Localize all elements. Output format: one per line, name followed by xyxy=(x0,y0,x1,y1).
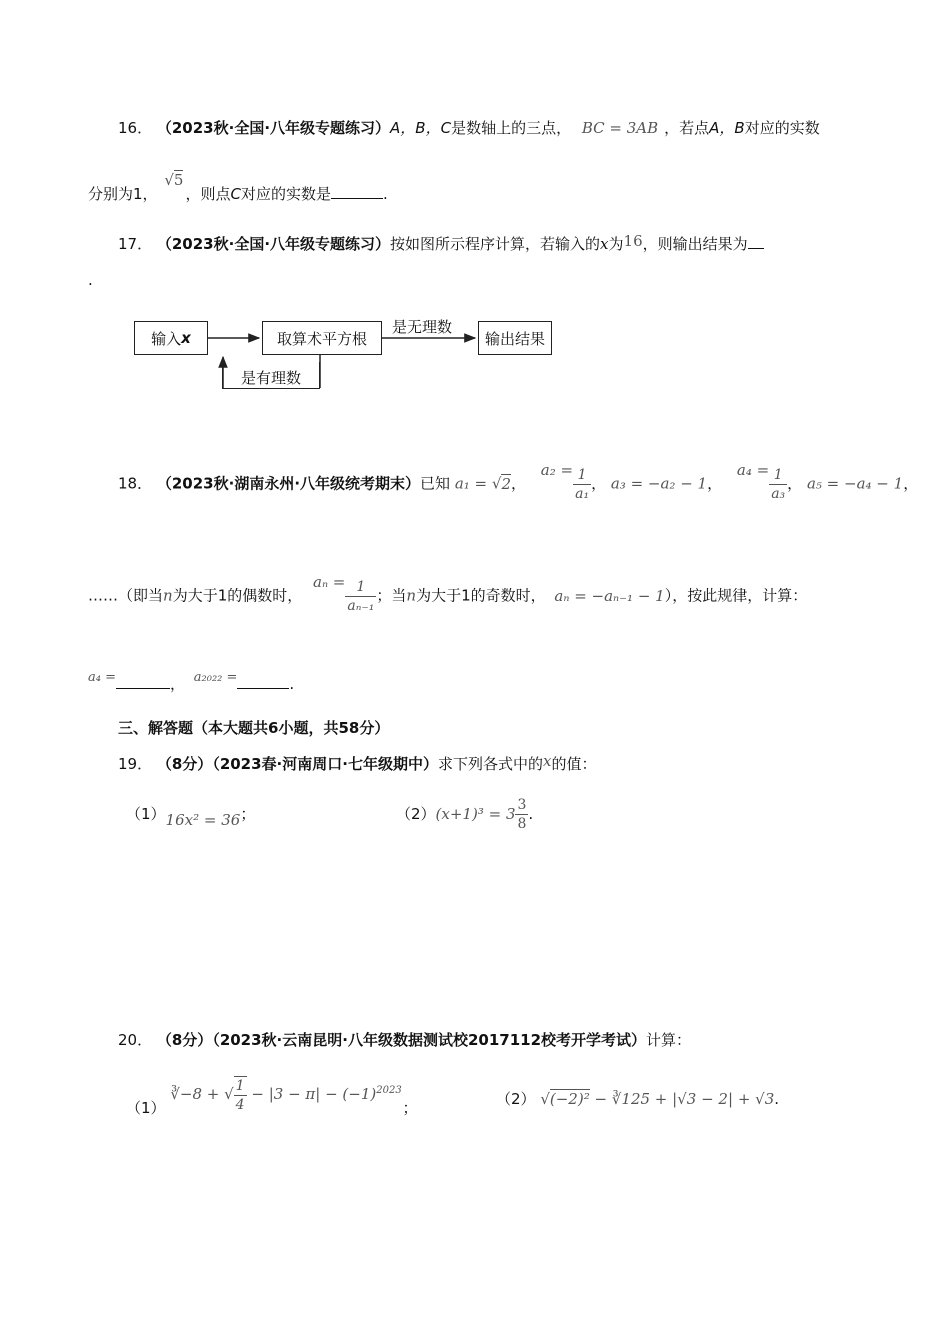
q18-a3: a₃ = −a₂ − 1 xyxy=(610,474,708,493)
q18-a1-rad: 2 xyxy=(501,474,511,493)
q20-part1-label: （1） xyxy=(126,1099,166,1117)
flow-irrational-label: 是无理数 xyxy=(392,318,453,336)
q20-number: 20． xyxy=(118,1031,153,1049)
q19-source: （2023春·河南周口·七年级期中） xyxy=(212,755,438,773)
q19-part2-num: 3 xyxy=(517,797,527,813)
q17-value: 16 xyxy=(623,232,643,250)
q20-part1-frac xyxy=(234,1076,247,1114)
q20-part2-sqrt: (−2)² xyxy=(549,1090,590,1108)
q19-part2-end: . xyxy=(528,805,534,823)
q20-part1-rest: − |3 − π| − (−1) xyxy=(251,1085,377,1103)
q19-text: 求下列各式中的 xyxy=(437,755,543,773)
q16-text: 是数轴上的三点， xyxy=(451,119,572,137)
q18-period: . xyxy=(289,675,295,693)
q20-part1 xyxy=(126,1076,418,1117)
q18-answer-blank-2[interactable] xyxy=(237,672,289,689)
q19-part1 xyxy=(126,804,256,829)
q18-n: n xyxy=(163,586,173,605)
q16-point-c: C xyxy=(230,185,241,203)
q18-a2-num: 1 xyxy=(577,467,587,483)
q17-var: x xyxy=(600,235,609,253)
q20-part2-end: . xyxy=(774,1090,780,1108)
q17-text: 为 xyxy=(608,235,624,253)
q18-an-num: 1 xyxy=(356,579,366,595)
q20-part1-expr: ∛−8 + √ $\frac{1}{4}$ − $|3 - \pi| - (-1)^{2023}$ xyxy=(170,1078,402,1113)
q18-a4 xyxy=(736,460,787,502)
q19-var: x xyxy=(542,752,552,770)
q18-n: n xyxy=(406,586,417,605)
q20-part2-cuberoot: − ∛125 + xyxy=(594,1090,668,1108)
q18-a4-lhs: a₄ = xyxy=(736,460,770,479)
q20-part2-expr: √(−2)² − ∛125 + |√3 − 2| + √3 xyxy=(540,1090,775,1108)
q20-source: （2023秋·云南昆明·八年级数据测试校2017112校考开学考试） xyxy=(212,1031,647,1049)
q18-a2-frac xyxy=(573,466,591,503)
q20-part1-den: 4 xyxy=(235,1097,245,1113)
q17-number: 17． xyxy=(118,235,153,253)
q16-text: 对应的实数 xyxy=(744,119,820,137)
q16-points-ab: A，B xyxy=(709,119,745,137)
q18-ask-a2022: a₂₀₂₂ = xyxy=(193,670,238,685)
q19-part1-expr: 16x² = 36 xyxy=(165,811,241,829)
q19-number: 19． xyxy=(118,755,153,773)
flow-rational-label: 是有理数 xyxy=(240,368,301,387)
q16-number: 16． xyxy=(118,119,153,137)
q18-text: 为大于1的奇数时， xyxy=(416,586,546,605)
q18-a1: a₁ = √2 xyxy=(454,474,511,493)
q18-sep: ， xyxy=(170,675,186,693)
flow-input-label: 输入 xyxy=(151,329,182,348)
q18-line1 xyxy=(118,460,919,503)
q18-text: ），按此规律，计算： xyxy=(664,586,808,605)
q19-part1-end: ； xyxy=(240,805,256,823)
q20-part2-sqrt3: + √3 xyxy=(737,1090,775,1108)
q20-score: （8分） xyxy=(156,1031,213,1049)
q16-text: ，若点 xyxy=(664,119,710,137)
q20-part2-label: （2） xyxy=(496,1090,536,1108)
q18-a4-den: a₃ xyxy=(771,486,786,502)
q16-condition: BC = 3AB xyxy=(581,119,659,137)
q18-comma: ， xyxy=(511,474,527,493)
q18-line2 xyxy=(88,572,808,615)
q18-a1-lhs: a₁ = xyxy=(454,474,488,493)
q20-part2-abs: |√3 − 2| xyxy=(672,1090,734,1108)
q17-period: . xyxy=(88,271,93,289)
q18-comma: ， xyxy=(903,474,919,493)
q18-a5: a₅ = −a₄ − 1 xyxy=(806,474,904,493)
q18-text: ；当 xyxy=(376,586,407,605)
q19-part2 xyxy=(396,796,533,833)
section3-title: 三、解答题（本大题共6小题，共58分） xyxy=(118,719,390,737)
q19-part2-label: （2） xyxy=(396,805,436,823)
q18-text: 已知 xyxy=(420,474,451,493)
q20-part1-exponent: 2023 xyxy=(376,1085,402,1096)
flow-arrows xyxy=(0,0,950,420)
q20-part1-end: ； xyxy=(402,1099,418,1117)
q20-part2 xyxy=(496,1086,779,1112)
q16-source: （2023秋·全国·八年级专题练习） xyxy=(156,119,391,137)
q16-sqrt5: √5 xyxy=(164,171,184,189)
q18-a4-num: 1 xyxy=(773,467,783,483)
q18-ask-a4: a₄ = xyxy=(88,670,116,685)
q18-a2-den: a₁ xyxy=(575,486,590,502)
q18-answer-blank-1[interactable] xyxy=(116,672,170,689)
q19-part2-den: 8 xyxy=(517,816,527,832)
q16-text: 分别为1， xyxy=(88,185,158,203)
q18-a2 xyxy=(540,460,591,502)
flow-output-label: 输出结果 xyxy=(484,329,545,348)
q18-an-lhs: aₙ = xyxy=(313,572,346,591)
q19-text: 的值： xyxy=(551,755,597,773)
q16-text: ，则点 xyxy=(185,185,231,203)
q17-source: （2023秋·全国·八年级专题练习） xyxy=(156,235,391,253)
q16-period: . xyxy=(382,185,388,203)
q17-text: ，则输出结果为 xyxy=(642,235,748,253)
q18-an-odd: aₙ = −aₙ₋₁ − 1 xyxy=(554,586,665,605)
q17-text: 按如图所示程序计算，若输入的 xyxy=(390,235,601,253)
q18-text: ……（即当 xyxy=(88,586,164,605)
q16-sqrt-value: 5 xyxy=(173,171,184,189)
q16-points: A，B，C xyxy=(390,119,452,137)
q20-line1 xyxy=(118,1030,691,1050)
q19-line1 xyxy=(118,754,596,774)
q18-text: 为大于1的偶数时， xyxy=(172,586,303,605)
q19-part2-frac xyxy=(515,796,528,833)
q18-line3 xyxy=(88,672,294,696)
q20-part1-cuberoot: ∛−8 + xyxy=(170,1085,220,1103)
q18-an-den: aₙ₋₁ xyxy=(347,598,375,614)
q19-score: （8分） xyxy=(156,755,213,773)
q19-part2-expr: (x+1)³ = 3 xyxy=(435,805,516,823)
q18-number: 18． xyxy=(118,474,153,493)
q16-text: 对应的实数是 xyxy=(240,185,331,203)
q18-comma: ， xyxy=(707,474,723,493)
q18-comma: ， xyxy=(591,474,607,493)
q18-a4-frac xyxy=(769,466,787,503)
q18-an-even xyxy=(313,572,376,614)
q18-source: （2023秋·湖南永州·八年级统考期末） xyxy=(156,474,421,493)
q19-part1-label: （1） xyxy=(126,805,166,823)
flow-input-var: x xyxy=(181,329,191,347)
q18-an-frac xyxy=(345,578,376,615)
q18-a2-lhs: a₂ = xyxy=(540,460,574,479)
q20-text: 计算： xyxy=(646,1031,692,1049)
flow-process-label: 取算术平方根 xyxy=(276,329,367,348)
q20-part1-num: 1 xyxy=(235,1078,245,1094)
q18-comma: ， xyxy=(787,474,803,493)
